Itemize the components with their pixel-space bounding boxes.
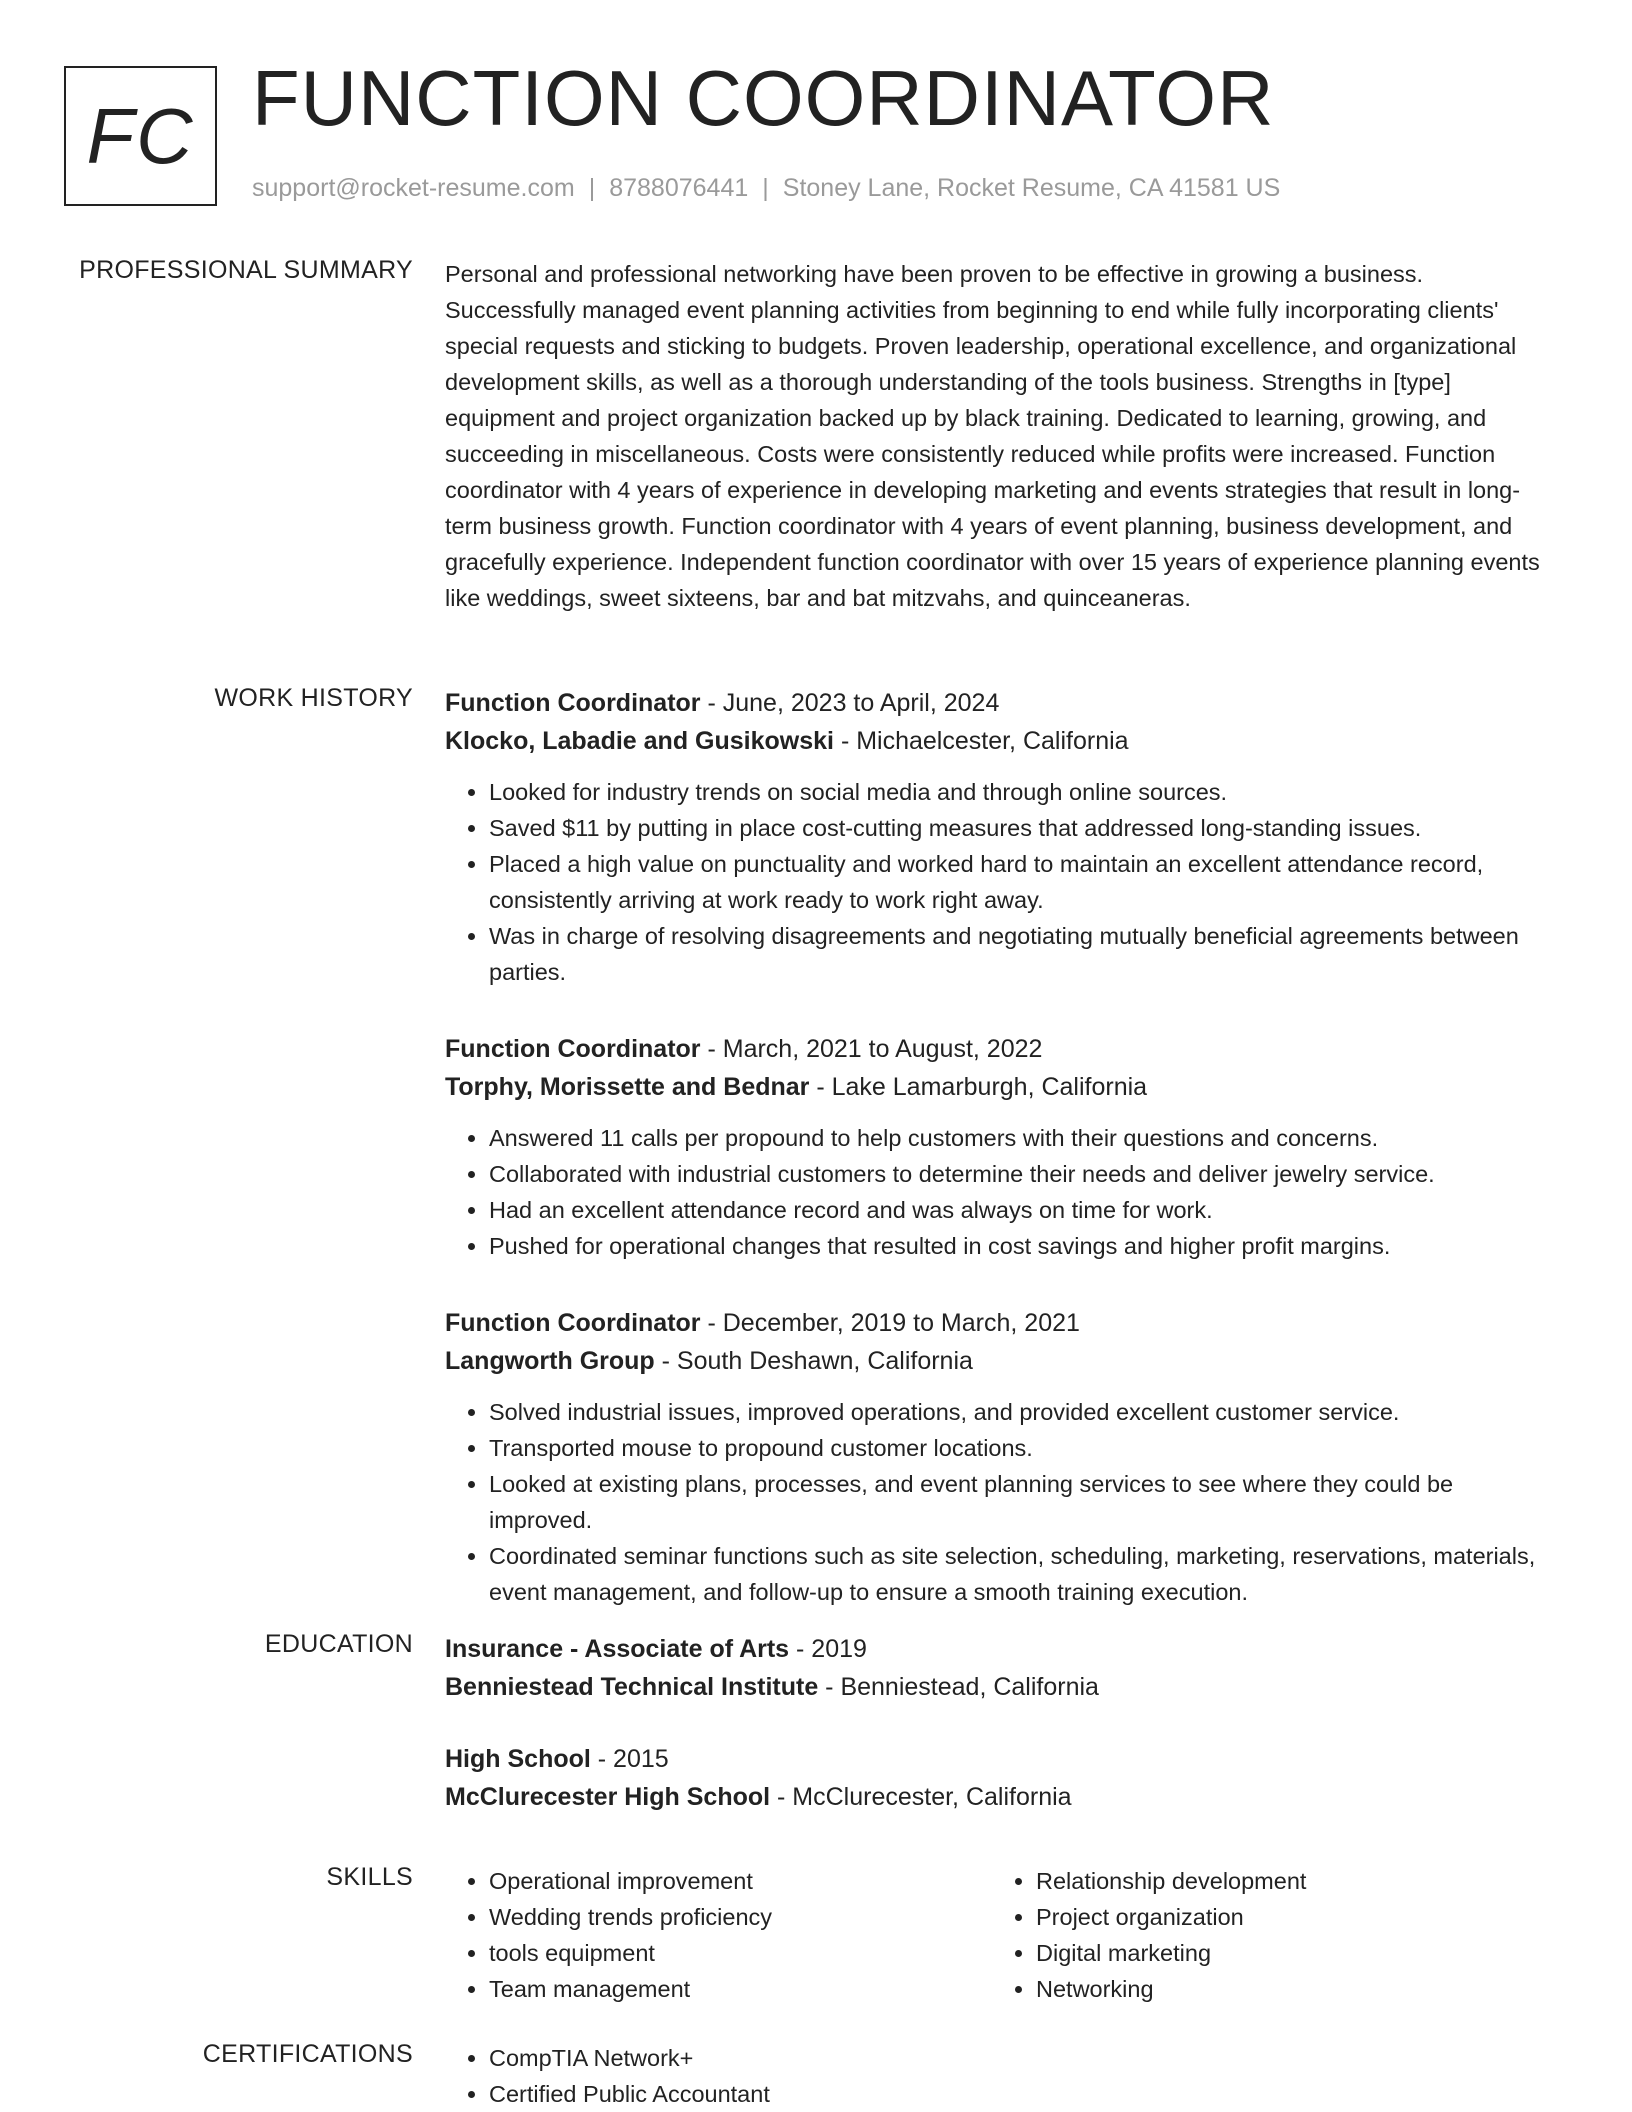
job-bullets	[445, 1394, 1560, 1610]
contact-phone[interactable]: 8788076441	[609, 174, 749, 202]
job-entry	[445, 1030, 1560, 1264]
education-school: Benniestead Technical Institute	[445, 1673, 819, 1701]
job-company-line	[445, 1342, 1560, 1380]
skill-item: • Operational improvement	[489, 1863, 992, 1899]
skill-item: • Networking	[1036, 1971, 1539, 2007]
job-bullet: • Pushed for operational changes that resulted in cost savings and higher profit margins.	[489, 1228, 1560, 1264]
section-label-skills: SKILLS	[326, 1863, 413, 1891]
job-bullet: • Was in charge of resolving disagreements and negotiating mutually beneficial agreements between parties.	[489, 918, 1560, 990]
education-location: - McClurecester, California	[770, 1783, 1072, 1811]
education-school-line	[445, 1668, 1560, 1706]
education-year: - 2015	[590, 1745, 669, 1773]
summary-body	[445, 256, 1560, 616]
education-location: - Benniestead, California	[818, 1673, 1099, 1701]
education-degree-line	[445, 1630, 1560, 1668]
certifications-columns	[445, 2040, 1560, 2112]
job-location: - South Deshawn, California	[654, 1347, 973, 1375]
job-bullet: • Answered 11 calls per propound to help customers with their questions and concerns.	[489, 1120, 1560, 1156]
job-company: Torphy, Morissette and Bednar	[445, 1073, 810, 1101]
section-label-certifications: CERTIFICATIONS	[202, 2040, 413, 2068]
job-company-line	[445, 1068, 1560, 1106]
contact-address: Stoney Lane, Rocket Resume, CA 41581 US	[782, 174, 1281, 202]
skills-list-left	[445, 1863, 992, 2007]
job-bullet: • Transported mouse to propound customer locations.	[489, 1430, 1560, 1466]
job-bullet: • Placed a high value on punctuality and worked hard to maintain an excellent attendance record, consistently arriving at work ready to work right away.	[489, 846, 1560, 918]
job-entry	[445, 1304, 1560, 1610]
contact-separator: |	[588, 174, 596, 202]
skill-item: • Relationship development	[1036, 1863, 1539, 1899]
skills-body	[445, 1863, 1560, 2007]
work-history-body	[445, 684, 1560, 1650]
job-title: Function Coordinator	[445, 689, 701, 717]
job-bullets	[445, 1120, 1560, 1264]
job-entry	[445, 684, 1560, 990]
job-bullet: • Had an excellent attendance record and was always on time for work.	[489, 1192, 1560, 1228]
job-company: Langworth Group	[445, 1347, 655, 1375]
certification-item: • Certified Public Accountant	[489, 2076, 992, 2112]
job-title-line	[445, 684, 1560, 722]
job-location: - Lake Lamarburgh, California	[809, 1073, 1148, 1101]
skill-item: • Digital marketing	[1036, 1935, 1539, 1971]
job-title: Function Coordinator	[445, 1309, 701, 1337]
skill-item: • tools equipment	[489, 1935, 992, 1971]
education-school-line	[445, 1778, 1560, 1816]
education-school: McClurecester High School	[445, 1783, 771, 1811]
job-title-line	[445, 1304, 1560, 1342]
resume-name: FUNCTION COORDINATOR	[252, 54, 1275, 142]
job-bullet: • Looked for industry trends on social media and through online sources.	[489, 774, 1560, 810]
job-title-line	[445, 1030, 1560, 1068]
job-bullet: • Collaborated with industrial customers to determine their needs and deliver jewelry service.	[489, 1156, 1560, 1192]
education-degree-line	[445, 1740, 1560, 1778]
skill-item: • Project organization	[1036, 1899, 1539, 1935]
contact-email[interactable]: support@rocket-resume.com	[252, 174, 575, 202]
job-company-line	[445, 722, 1560, 760]
job-dates: - December, 2019 to March, 2021	[700, 1309, 1080, 1337]
summary-text: Personal and professional networking have been proven to be effective in growing a business. Successfully managed event planning activities from beginning to end while fully incorporating clients' special requests and sticking to budgets. Proven leadership, operational excellence, and organizational development skills, as well as a thorough understanding of the tools business. Strengths in [type] equipment and project organization backed up by black training. Dedicated to learning, growing, and succeeding in miscellaneous. Costs were consistently reduced while profits were increased. Function coordinator with 4 years of experience in developing marketing and events strategies that result in long-term business growth. Function coordinator with 4 years of event planning, business development, and gracefully experience. Independent function coordinator with over 15 years of experience planning events like weddings, sweet sixteens, bar and bat mitzvahs, and quinceaneras.	[445, 261, 1540, 611]
job-bullet: • Looked at existing plans, processes, and event planning services to see where they could be improved.	[489, 1466, 1560, 1538]
education-body	[445, 1630, 1560, 1850]
section-label-education: EDUCATION	[264, 1630, 413, 1658]
job-dates: - June, 2023 to April, 2024	[700, 689, 1000, 717]
skill-item: • Team management	[489, 1971, 992, 2007]
job-title: Function Coordinator	[445, 1035, 701, 1063]
job-dates: - March, 2021 to August, 2022	[700, 1035, 1043, 1063]
job-company: Klocko, Labadie and Gusikowski	[445, 727, 834, 755]
certifications-list	[445, 2040, 992, 2112]
skills-list-right	[992, 1863, 1539, 2007]
skills-columns	[445, 1863, 1560, 2007]
job-bullet: • Saved $11 by putting in place cost-cutting measures that addressed long-standing issues.	[489, 810, 1560, 846]
education-year: - 2019	[789, 1635, 867, 1663]
contact-separator: |	[762, 174, 769, 202]
job-bullet: • Coordinated seminar functions such as site selection, scheduling, marketing, reservations, materials, event management, and follow-up to ensure a smooth training execution.	[489, 1538, 1560, 1610]
certification-item: • CompTIA Network+	[489, 2040, 992, 2076]
job-bullets	[445, 774, 1560, 990]
education-entry	[445, 1630, 1560, 1706]
education-degree: High School	[445, 1745, 591, 1773]
certifications-body	[445, 2040, 1560, 2112]
section-label-summary: PROFESSIONAL SUMMARY	[79, 256, 413, 284]
contact-line	[252, 174, 1280, 203]
monogram-logo: FC	[64, 66, 217, 206]
education-degree: Insurance - Associate of Arts	[445, 1635, 790, 1663]
job-location: - Michaelcester, California	[834, 727, 1129, 755]
section-label-work-history: WORK HISTORY	[214, 684, 413, 712]
skill-item: • Wedding trends proficiency	[489, 1899, 992, 1935]
job-bullet: • Solved industrial issues, improved operations, and provided excellent customer service.	[489, 1394, 1560, 1430]
education-entry	[445, 1740, 1560, 1816]
